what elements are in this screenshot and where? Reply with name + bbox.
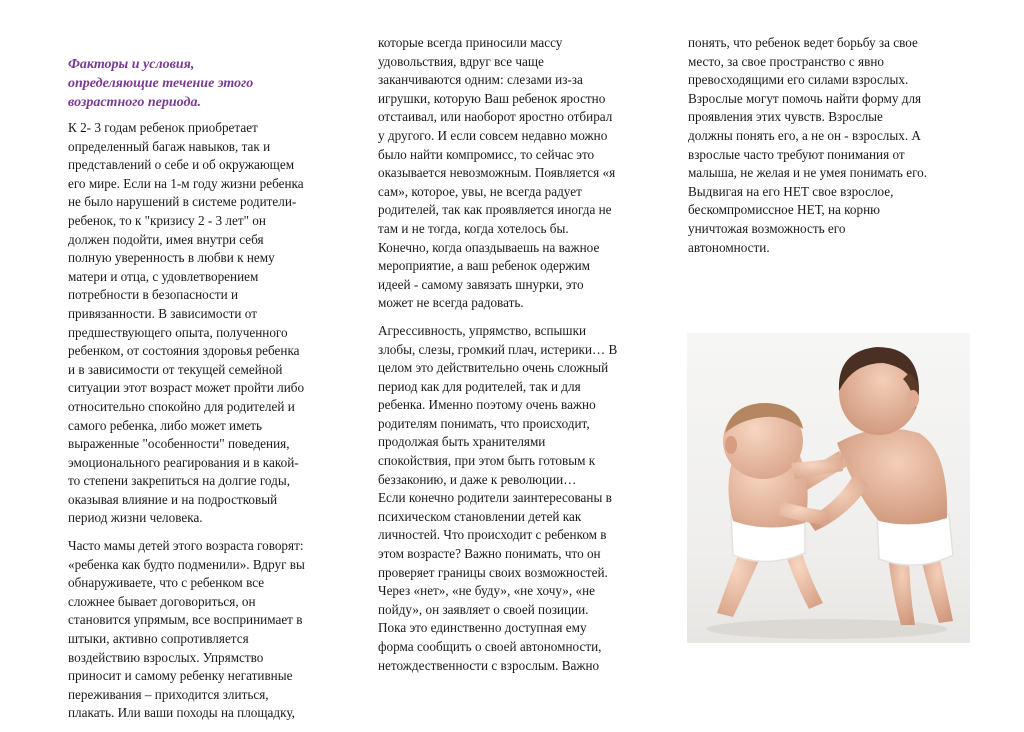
column-3: [688, 34, 960, 266]
text-line: К 2- 3 годам ребенок приобретает: [68, 120, 258, 135]
text-line: то степени закрепиться на долгие годы,: [68, 473, 290, 489]
text-line: превосходящими его силами взрослых.: [688, 72, 909, 88]
text-line: Конечно, когда опаздываешь на важное: [378, 239, 600, 255]
text-line: не было нарушений в системе родители-: [68, 194, 297, 210]
text-line: Если конечно родители заинтересованы в: [378, 490, 612, 506]
text-line: ситуации этот возраст может пройти либо: [68, 380, 305, 396]
text-line: выраженные "особенности" поведения,: [68, 436, 290, 452]
text-line: потребности в безопасности и: [68, 287, 239, 303]
text-line: взрослые часто требуют понимания от: [688, 146, 905, 162]
text-line: период жизни человека.: [68, 510, 203, 526]
text-line: психическом становлении детей как: [378, 508, 582, 524]
text-line: малыша, не желая и не умея понимать его.: [688, 165, 928, 181]
text-line: представлений о себе и об окружающем: [68, 157, 295, 173]
text-line: сложнее бывает договориться, он: [68, 593, 256, 609]
paragraph: [378, 322, 644, 675]
text-line: отстаивал, или наоборот яростно отбирал: [378, 109, 613, 125]
text-line: Через «нет», «не буду», «не хочу», «не: [378, 583, 595, 599]
text-line: родителей, так как проявляется иногда не: [378, 202, 612, 218]
text-line: обнаруживаете, что с ребенком все: [68, 575, 265, 591]
text-line: переживания – приходится злиться,: [68, 686, 269, 702]
text-line: ребенка. Именно поэтому очень важно: [378, 397, 596, 413]
text-line: продолжая быть хранителями: [378, 434, 546, 450]
text-line: место, за свое пространство с явно: [688, 53, 885, 69]
text-line: приносит и самому ребенку негативные: [68, 668, 293, 684]
text-line: привязанности. В зависимости от: [68, 305, 257, 321]
text-line: Пока это единственно доступная ему: [378, 620, 587, 636]
paragraph: [688, 34, 960, 257]
text-line: уничтожая возможность его: [688, 220, 846, 236]
toddlers-illustration: [687, 333, 970, 643]
text-line: форма сообщить о своей автономности,: [378, 639, 602, 654]
child-right: [791, 347, 953, 625]
text-line: родителям понимать, что происходит,: [378, 415, 590, 431]
text-line: штыки, активно сопротивляется: [68, 631, 249, 647]
text-line: определяющие течение этого: [68, 76, 254, 91]
text-line: плакать. Или ваши походы на площадку,: [68, 705, 295, 721]
text-line: самого ребенка, либо может иметь: [68, 417, 263, 433]
column-2: [378, 34, 644, 684]
text-line: полную уверенность в любви к нему: [68, 250, 275, 266]
text-line: оказывая влияние и на подростковый: [68, 491, 278, 507]
text-line: нетождественности с взрослым. Важно: [378, 657, 600, 673]
text-line: мероприятие, а ваш ребенок одержим: [378, 258, 591, 274]
text-line: проявления этих чувств. Взрослые: [688, 109, 883, 125]
text-line: было найти компромисс, то сейчас это: [378, 146, 595, 162]
text-line: игрушки, которую Ваш ребенок яростно: [378, 90, 606, 106]
text-line: сам», которое, увы, не всегда радует: [378, 183, 582, 199]
column-1: [68, 0, 330, 732]
text-line: Агрессивность, упрямство, вспышки: [378, 322, 587, 338]
text-line: Взрослые могут помочь найти форму для: [688, 90, 922, 106]
text-line: спокойствия, при этом быть готовым к: [378, 453, 596, 469]
text-line: матери и отца, с удовлетворением: [68, 268, 259, 284]
text-line: автономности.: [688, 239, 770, 255]
text-line: личностей. Что происходит с ребенком в: [378, 527, 607, 543]
text-line: ребенок, то к "кризису 2 - 3 лет" он: [68, 212, 266, 228]
text-line: беззаконию, и даже к революции…: [378, 471, 577, 487]
text-line: целом это действительно очень сложный: [378, 360, 609, 376]
text-line: бескомпромиссное НЕТ, на корню: [688, 202, 881, 218]
text-line: проверяет границы своих возможностей.: [378, 564, 608, 580]
text-line: понять, что ребенок ведет борьбу за свое: [688, 35, 918, 50]
text-line: пойду», он заявляет о своей позиции.: [378, 601, 589, 617]
text-line: определенный багаж навыков, так и: [68, 138, 271, 154]
text-line: его мире. Если на 1-м году жизни ребенка: [68, 175, 304, 191]
text-line: этом возрасте? Важно понимать, что он: [378, 546, 601, 562]
text-line: предшествующего опыта, полученного: [68, 324, 288, 340]
text-line: которые всегда приносили массу: [378, 35, 563, 50]
text-line: может не всегда радовать.: [378, 295, 524, 311]
text-line: воздействию взрослых. Упрямство: [68, 649, 264, 665]
text-line: удовольствия, вдруг все чаще: [378, 53, 544, 69]
text-line: должен подойти, имея внутри себя: [68, 231, 264, 247]
text-line: Выдвигая на его НЕТ свое взрослое,: [688, 183, 894, 199]
text-line: оказывается невозможным. Появляется «я: [378, 165, 616, 181]
text-line: и в зависимости от текущей семейной: [68, 361, 283, 377]
text-line: относительно спокойно для родителей и: [68, 398, 295, 414]
text-line: период как для родителей, так и для: [378, 378, 581, 394]
paragraph: [68, 537, 330, 723]
paragraph: [68, 119, 330, 528]
toddlers-photo: [687, 333, 970, 643]
text-line: злобы, слезы, громкий плач, истерики… В: [378, 341, 618, 357]
text-line: Часто мамы детей этого возраста говорят:: [68, 538, 304, 554]
text-line: должны понять его, а не он - взрослых. А: [688, 127, 921, 143]
text-line: возрастного периода.: [68, 95, 201, 110]
section-heading: [68, 55, 330, 112]
text-line: ребенком, от состояния здоровья ребенка: [68, 343, 300, 359]
text-line: «ребенка как будто подменили». Вдруг вы: [68, 556, 305, 572]
text-line: там и не тогда, когда хотелось бы.: [378, 220, 569, 236]
paragraph: [378, 34, 644, 313]
text-line: Факторы и условия,: [68, 57, 195, 72]
text-line: идеей - самому завязать шнурки, это: [378, 276, 584, 292]
text-line: становится упрямым, все воспринимает в: [68, 612, 303, 628]
text-line: эмоционального реагирования и в какой-: [68, 454, 299, 470]
text-line: у другого. И если совсем недавно можно: [378, 127, 608, 143]
text-line: заканчиваются одним: слезами из-за: [378, 72, 583, 88]
